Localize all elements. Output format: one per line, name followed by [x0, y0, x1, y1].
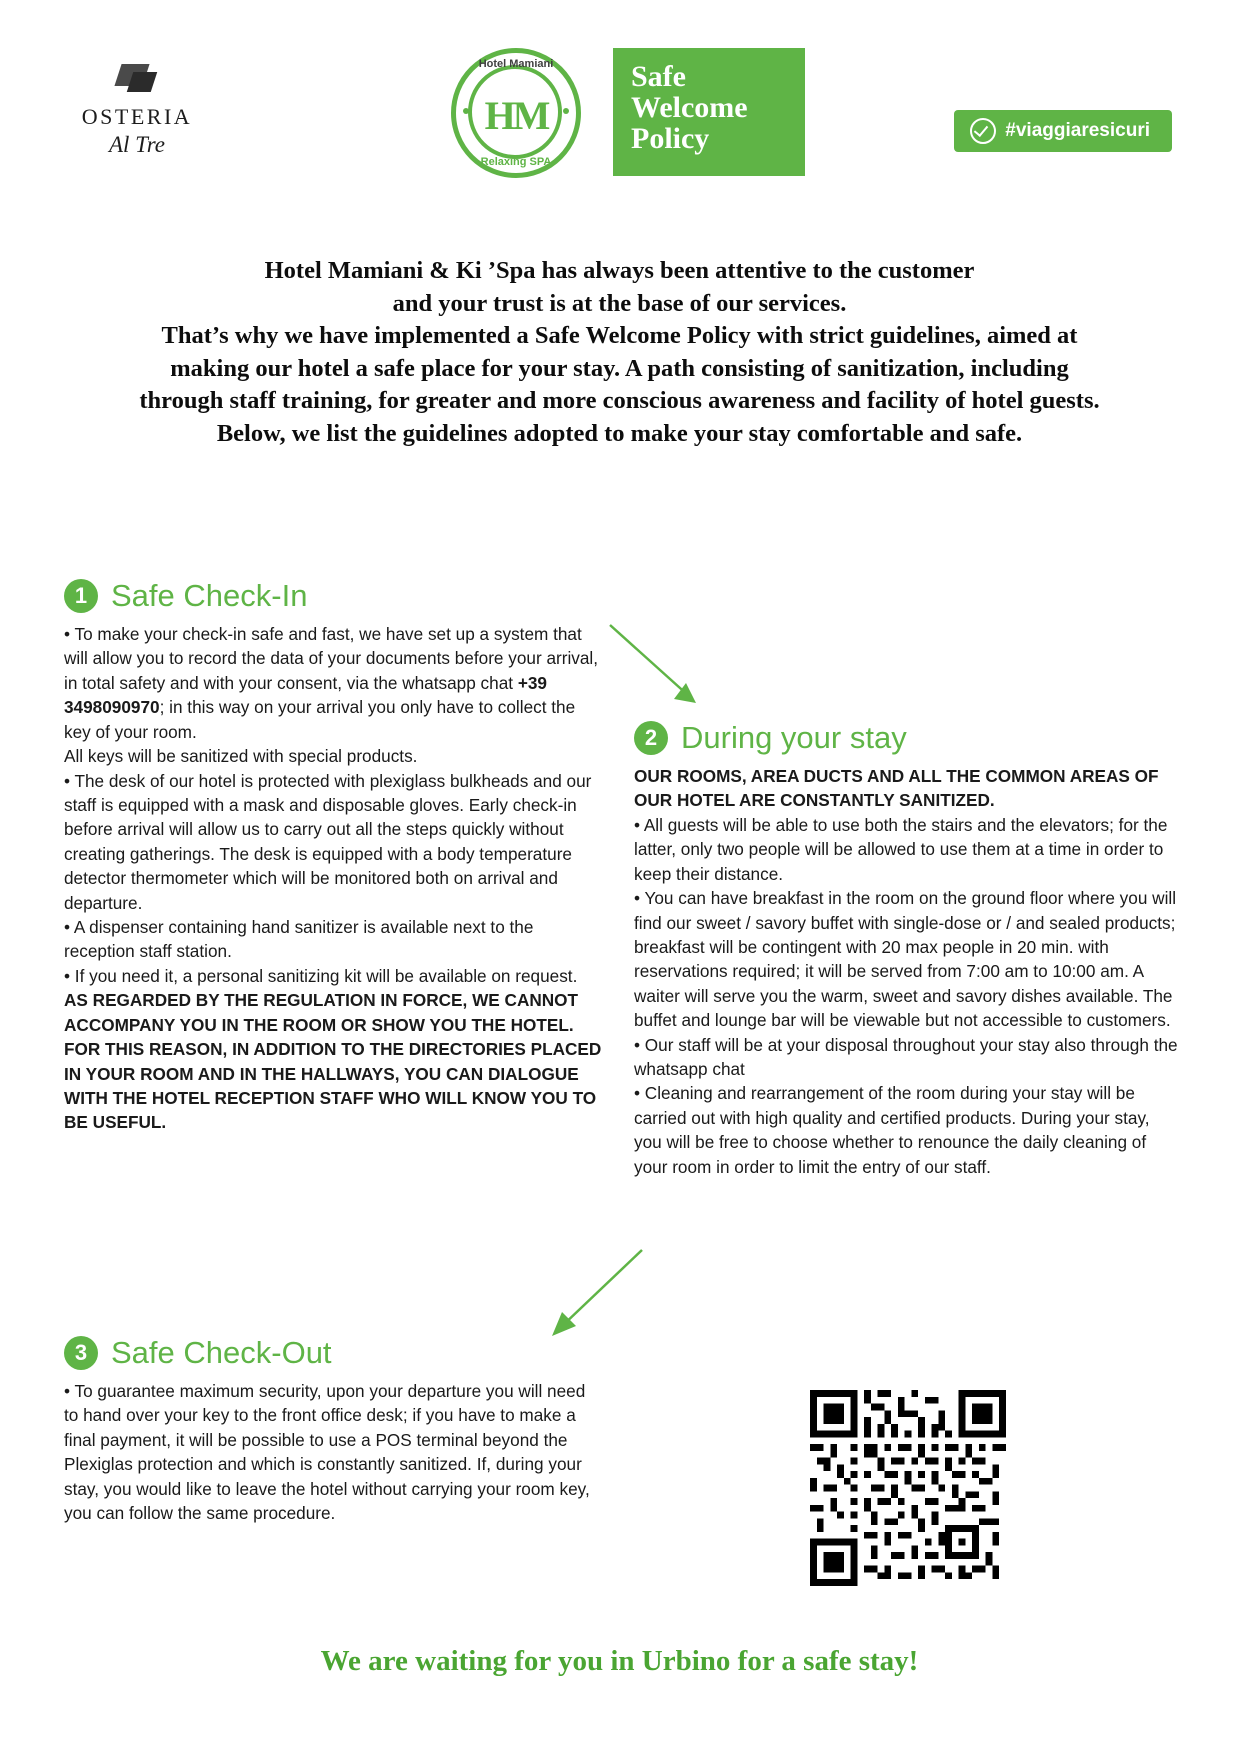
badge-monogram: HM: [484, 93, 548, 138]
intro-paragraph: [60, 255, 1179, 450]
viaggiaresicuri-badge: [954, 110, 1172, 152]
section-number-badge: 2: [634, 721, 668, 755]
intro-line: Below, we list the guidelines adopted to make your stay comfortable and safe.: [216, 419, 1023, 447]
policy-line-3: Policy: [631, 121, 710, 155]
osteria-name: OSTERIA: [81, 104, 193, 129]
arrow-one-to-two-icon: [600, 615, 720, 735]
section-header: [64, 578, 602, 614]
cube-logo-icon: [116, 62, 158, 96]
intro-line: That’s why we have implemented a Safe Welcome Policy with strict guidelines, aimed at: [161, 322, 1078, 350]
policy-line-1: Safe: [631, 60, 686, 93]
badge-top-text: Hotel Mamiani: [478, 58, 554, 70]
paragraph: • All guests will be able to use both the stairs and the elevators; for the latter, only two people will be allowed to use them at a time in order to keep their distance.: [634, 814, 1168, 884]
page-header: [0, 0, 1239, 210]
safe-welcome-policy-box: [613, 48, 805, 176]
whatsapp-phone-number: +39 3498090970: [64, 672, 547, 718]
osteria-subtitle: Al Tre: [108, 132, 166, 157]
paragraph-part: ; in this way on your arrival you only have to collect the key of your room.: [64, 697, 576, 742]
section-safe-check-in: [64, 578, 602, 1135]
intro-line: Hotel Mamiani & Ki ’Spa has always been attentive to the customer: [264, 257, 975, 284]
section-body: [634, 764, 1179, 1179]
section-title: Safe Check-Out: [111, 1335, 332, 1370]
sanitization-notice: OUR ROOMS, AREA DUCTS AND ALL THE COMMON AREAS OF OUR HOTEL ARE CONSTANTLY SANITIZED.: [634, 766, 1159, 811]
qr-code-graphic: [810, 1390, 1006, 1586]
section-number-badge: 3: [64, 1336, 98, 1370]
badge-bottom-text: Relaxing SPA: [480, 156, 552, 168]
paragraph: • If you need it, a personal sanitizing kit will be available on request.: [64, 965, 578, 986]
policy-line-2: Welcome: [631, 90, 748, 124]
section-title: During your stay: [681, 720, 907, 755]
paragraph: • The desk of our hotel is protected with plexiglass bulkheads and our staff is equipped with a mask and disposable gloves. Early check-in before arrival will allow us to carry out all the steps quickly without creating gatherings. The desk is equipped with a body temperature detector thermometer which will be monitored both on arrival and departure.: [64, 770, 592, 913]
paragraph: • Cleaning and rearrangement of the room during your stay will be carried out with high quality and certified products. During your stay, you will be free to choose whether to renounce the daily cleaning of your room in order to limit the entry of our staff.: [634, 1083, 1150, 1177]
paragraph: All keys will be sanitized with special products.: [64, 746, 418, 767]
osteria-logo: [62, 62, 212, 158]
footer-message: We are waiting for you in Urbino for a safe stay!: [320, 1645, 919, 1677]
section-header: [634, 720, 1179, 756]
intro-line: and your trust is at the base of our services.: [392, 289, 847, 317]
check-circle-icon: [970, 118, 996, 144]
section-number-badge: 1: [64, 579, 98, 613]
intro-line: making our hotel a safe place for your stay. A path consisting of sanitization, including: [170, 354, 1069, 382]
paragraph-part: • To make your check-in safe and fast, we have set up a system that will allow you to record the data of your documents before your arrival, in total safety and with your consent, via the whatsapp chat: [64, 624, 599, 693]
section-title: Safe Check-In: [111, 578, 308, 613]
paragraph: • To guarantee maximum security, upon your departure you will need to hand over your key to the front office desk; if you have to make a final payment, it will be possible to use a POS terminal beyond the Plexiglas protection and which is constantly sanitized. If, during your stay, you would like to leave the hotel without carrying your room key, you can follow the same procedure.: [64, 1381, 590, 1524]
paragraph: [64, 622, 602, 744]
qr-code[interactable]: [810, 1390, 1006, 1586]
paragraph: • You can have breakfast in the room on the ground floor where you will find our sweet / savory buffet with single-dose or / and sealed products; breakfast will be contingent with 20 max people in 20 min. with reservations required; it will be served from 7:00 am to 10:00 am. A waiter will serve you the warm, sweet and savory dishes available. The buffet and lounge bar will be viewable but not accessible to customers.: [634, 888, 1177, 1031]
section-body: [64, 1379, 604, 1526]
paragraph: • A dispenser containing hand sanitizer is available next to the reception staff station.: [64, 917, 534, 962]
regulation-notice: AS REGARDED BY THE REGULATION IN FORCE, WE CANNOT ACCOMPANY YOU IN THE ROOM OR SHOW YOU THE HOTEL. FOR THIS REASON, IN ADDITION TO THE DIRECTORIES PLACED IN YOUR ROOM AND IN THE HALLWAYS, YOU CAN DIALOGUE WITH THE HOTEL RECEPTION STAFF WHO WILL KNOW YOU TO BE USEFUL.: [64, 990, 602, 1133]
paragraph: • Our staff will be at your disposal throughout your stay also through the whatsapp chat: [634, 1034, 1178, 1080]
intro-line: through staff training, for greater and more conscious awareness and facility of hotel guests.: [139, 387, 1100, 415]
section-during-your-stay: [634, 720, 1179, 1179]
section-safe-check-out: [64, 1335, 604, 1526]
hotel-mamiani-badge: [451, 48, 581, 178]
section-header: [64, 1335, 604, 1371]
section-body: [64, 622, 602, 1135]
viaggiaresicuri-label: #viaggiaresicuri: [1005, 120, 1150, 141]
